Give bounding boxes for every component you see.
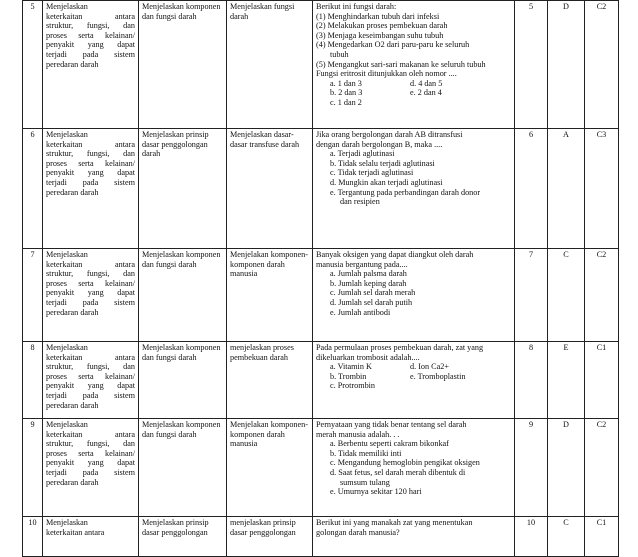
indikator-cell bbox=[43, 517, 139, 557]
indikator-line: keterkaitan antara bbox=[46, 352, 135, 362]
indikator-line: peredaran darah bbox=[46, 477, 99, 487]
indikator-cell bbox=[43, 419, 139, 517]
indikator-line: keterkaitan antara bbox=[46, 259, 135, 269]
row-number: 7 bbox=[23, 249, 43, 342]
option: c. 1 dan 2 bbox=[330, 97, 362, 107]
indikator-line: Menjelaskan bbox=[46, 2, 88, 11]
option: b. Trombin bbox=[330, 371, 367, 381]
answer-key: C bbox=[548, 517, 585, 557]
indikator-line: proses serta kelainan/ bbox=[46, 371, 135, 381]
row-number: 5 bbox=[23, 1, 43, 129]
sub-materi-cell: menjelaskan prinsip dasar penggolongan bbox=[227, 517, 313, 557]
indikator-line: terjadi pada sistem bbox=[46, 390, 135, 400]
materi-cell: Menjelaskan komponen dan fungsi darah bbox=[139, 1, 227, 129]
indikator-line: peredaran darah bbox=[46, 59, 99, 69]
question-number: 7 bbox=[515, 249, 548, 342]
table-row bbox=[23, 249, 619, 342]
question-line: Fungsi eritrosit ditunjukkan oleh nomor .... bbox=[316, 69, 457, 79]
table-row bbox=[23, 419, 619, 517]
option-row bbox=[316, 381, 511, 391]
option: a. Berbentu seperti cakram bikonkaf bbox=[330, 439, 449, 449]
answer-key: E bbox=[548, 342, 585, 419]
option: e. 2 dan 4 bbox=[410, 88, 442, 98]
answer-key: A bbox=[548, 129, 585, 249]
option: e. Tergantung pada perbandingan darah donor bbox=[330, 187, 481, 197]
indikator-line: Menjelaskan bbox=[46, 420, 88, 429]
sub-materi-cell: Menjelaskan fungsi darah bbox=[227, 1, 313, 129]
question-cell bbox=[313, 517, 515, 557]
indikator-line: proses serta kelainan/ bbox=[46, 30, 135, 40]
option-row bbox=[316, 98, 511, 108]
question-line: (1) Menghindarkan tubuh dari infeksi bbox=[316, 11, 440, 21]
indikator-line: terjadi pada sistem bbox=[46, 297, 135, 307]
option: dan resipien bbox=[340, 197, 380, 207]
option: c. Mengandung hemoglobin pengikat oksigen bbox=[330, 458, 480, 468]
question-line: dikeluarkan trombosit adalah.... bbox=[316, 352, 420, 362]
indikator-line: Menjelaskan bbox=[46, 518, 88, 527]
question-line: Banyak oksigen yang dapat diangkut oleh darah bbox=[316, 250, 474, 259]
table-row bbox=[23, 517, 619, 557]
option: b. Tidak memiliki inti bbox=[330, 448, 402, 458]
indikator-line: terjadi pada sistem bbox=[46, 49, 135, 59]
materi-cell: Menjelaskan komponen dan fungsi darah bbox=[139, 249, 227, 342]
question-cell bbox=[313, 419, 515, 517]
option: d. Saat fetus, sel darah merah dibentuk di bbox=[330, 467, 466, 477]
cognitive-level: C1 bbox=[585, 517, 619, 557]
indikator-line: penyakit yang dapat bbox=[46, 288, 135, 298]
question-line: dengan darah bergolongan B, maka .... bbox=[316, 139, 443, 149]
question-number: 8 bbox=[515, 342, 548, 419]
indikator-cell bbox=[43, 249, 139, 342]
option: c. Jumlah sel darah merah bbox=[330, 288, 416, 298]
question-line: merah manusia adalah. . . bbox=[316, 429, 400, 439]
sub-materi-cell: Menjelakan komponen-komponen darah manusia bbox=[227, 249, 313, 342]
option-row bbox=[316, 79, 511, 89]
cognitive-level: C2 bbox=[585, 249, 619, 342]
cognitive-level: C3 bbox=[585, 129, 619, 249]
row-number: 9 bbox=[23, 419, 43, 517]
cognitive-level: C1 bbox=[585, 342, 619, 419]
indikator-line: terjadi pada sistem bbox=[46, 467, 135, 477]
question-line: manusia bergantung pada.... bbox=[316, 259, 408, 269]
option: b. Jumlah keping darah bbox=[330, 278, 407, 288]
question-line: (3) Menjaga keseimbangan suhu tubuh bbox=[316, 30, 444, 40]
question-table bbox=[22, 0, 619, 557]
materi-cell: Menjelaskan prinsip dasar penggolongan darah bbox=[139, 129, 227, 249]
question-cell bbox=[313, 342, 515, 419]
option: d. Jumlah sel darah putih bbox=[330, 297, 413, 307]
question-cell bbox=[313, 1, 515, 129]
question-grid-document bbox=[22, 0, 618, 557]
option: d. 4 dan 5 bbox=[410, 78, 443, 88]
answer-key: D bbox=[548, 419, 585, 517]
indikator-cell bbox=[43, 342, 139, 419]
row-number: 10 bbox=[23, 517, 43, 557]
indikator-line: struktur, fungsi, dan bbox=[46, 362, 135, 372]
option: a. 1 dan 3 bbox=[330, 78, 362, 88]
option: a. Jumlah palsma darah bbox=[330, 269, 407, 279]
indikator-line: keterkaitan antara bbox=[46, 527, 105, 537]
option: b. Tidak selalu terjadi aglutinasi bbox=[330, 158, 435, 168]
answer-key: C bbox=[548, 249, 585, 342]
question-line: Berikut ini fungsi darah: bbox=[316, 2, 397, 11]
indikator-line: proses serta kelainan/ bbox=[46, 278, 135, 288]
question-number: 5 bbox=[515, 1, 548, 129]
indikator-line: struktur, fungsi, dan bbox=[46, 21, 135, 31]
question-line: Jika orang bergolongan darah AB ditransfusi bbox=[316, 130, 463, 139]
question-line: Berikut ini yang manakah zat yang menentukan bbox=[316, 518, 473, 527]
indikator-line: proses serta kelainan/ bbox=[46, 158, 135, 168]
indikator-line: proses serta kelainan/ bbox=[46, 448, 135, 458]
indikator-line: terjadi pada sistem bbox=[46, 177, 135, 187]
option: a. Terjadi aglutinasi bbox=[330, 149, 395, 159]
question-line: (4) Mengedarkan O2 dari paru-paru ke seluruh bbox=[316, 40, 470, 50]
indikator-line: Menjelaskan bbox=[46, 343, 88, 352]
table-row bbox=[23, 1, 619, 129]
indikator-line: penyakit yang dapat bbox=[46, 168, 135, 178]
question-line: Pada permulaan proses pembekuan darah, zat yang bbox=[316, 343, 484, 352]
question-number: 6 bbox=[515, 129, 548, 249]
answer-key: D bbox=[548, 1, 585, 129]
option: sumsum tulang bbox=[340, 477, 390, 487]
option-row bbox=[316, 88, 511, 98]
materi-cell: Menjelaskan komponen dan fungsi darah bbox=[139, 419, 227, 517]
option: d. Ion Ca2+ bbox=[410, 362, 449, 372]
materi-cell: Menjelaskan prinsip dasar penggolongan bbox=[139, 517, 227, 557]
option: e. Tromboplastin bbox=[410, 371, 466, 381]
question-number: 10 bbox=[515, 517, 548, 557]
indikator-line: keterkaitan antara bbox=[46, 429, 135, 439]
option: c. Tidak terjadi aglutinasi bbox=[330, 168, 414, 178]
indikator-line: keterkaitan antara bbox=[46, 11, 135, 21]
sub-materi-cell: Menjelakan komponen-komponen darah manusia bbox=[227, 419, 313, 517]
table-row bbox=[23, 342, 619, 419]
question-line: (5) Mengangkut sari-sari makanan ke seluruh tubuh bbox=[316, 59, 486, 69]
table-row bbox=[23, 129, 619, 249]
indikator-line: struktur, fungsi, dan bbox=[46, 269, 135, 279]
indikator-line: Menjelaskan bbox=[46, 250, 88, 259]
indikator-cell bbox=[43, 1, 139, 129]
indikator-line: Menjelaskan bbox=[46, 130, 88, 139]
indikator-line: struktur, fungsi, dan bbox=[46, 149, 135, 159]
indikator-line: penyakit yang dapat bbox=[46, 40, 135, 50]
question-line: Pernyataan yang tidak benar tentang sel darah bbox=[316, 420, 467, 429]
indikator-line: penyakit yang dapat bbox=[46, 458, 135, 468]
materi-cell: Menjelaskan komponen dan fungsi darah bbox=[139, 342, 227, 419]
question-cell bbox=[313, 249, 515, 342]
indikator-cell bbox=[43, 129, 139, 249]
question-line: golongan darah manusia? bbox=[316, 527, 400, 537]
indikator-line: peredaran darah bbox=[46, 400, 99, 410]
option: e. Umurnya sekitar 120 hari bbox=[330, 487, 422, 497]
row-number: 6 bbox=[23, 129, 43, 249]
question-number: 9 bbox=[515, 419, 548, 517]
option-row bbox=[316, 372, 511, 382]
question-line: (2) Melakukan proses pembekuan darah bbox=[316, 21, 448, 31]
option-row bbox=[316, 362, 511, 372]
cognitive-level: C2 bbox=[585, 1, 619, 129]
option: a. Vitamin K bbox=[330, 362, 372, 372]
indikator-line: peredaran darah bbox=[46, 307, 99, 317]
question-cell bbox=[313, 129, 515, 249]
indikator-line: struktur, fungsi, dan bbox=[46, 439, 135, 449]
question-line: tubuh bbox=[330, 49, 349, 59]
option: e. Jumlah antibodi bbox=[330, 307, 391, 317]
row-number: 8 bbox=[23, 342, 43, 419]
sub-materi-cell: Menjelaskan dasar-dasar transfuse darah bbox=[227, 129, 313, 249]
option: b. 2 dan 3 bbox=[330, 88, 363, 98]
sub-materi-cell: menjelaskan proses pembekuan darah bbox=[227, 342, 313, 419]
cognitive-level: C2 bbox=[585, 419, 619, 517]
option: d. Mungkin akan terjadi aglutinasi bbox=[330, 177, 443, 187]
indikator-line: penyakit yang dapat bbox=[46, 381, 135, 391]
indikator-line: peredaran darah bbox=[46, 187, 99, 197]
indikator-line: keterkaitan antara bbox=[46, 139, 135, 149]
option: c. Protrombin bbox=[330, 381, 376, 391]
